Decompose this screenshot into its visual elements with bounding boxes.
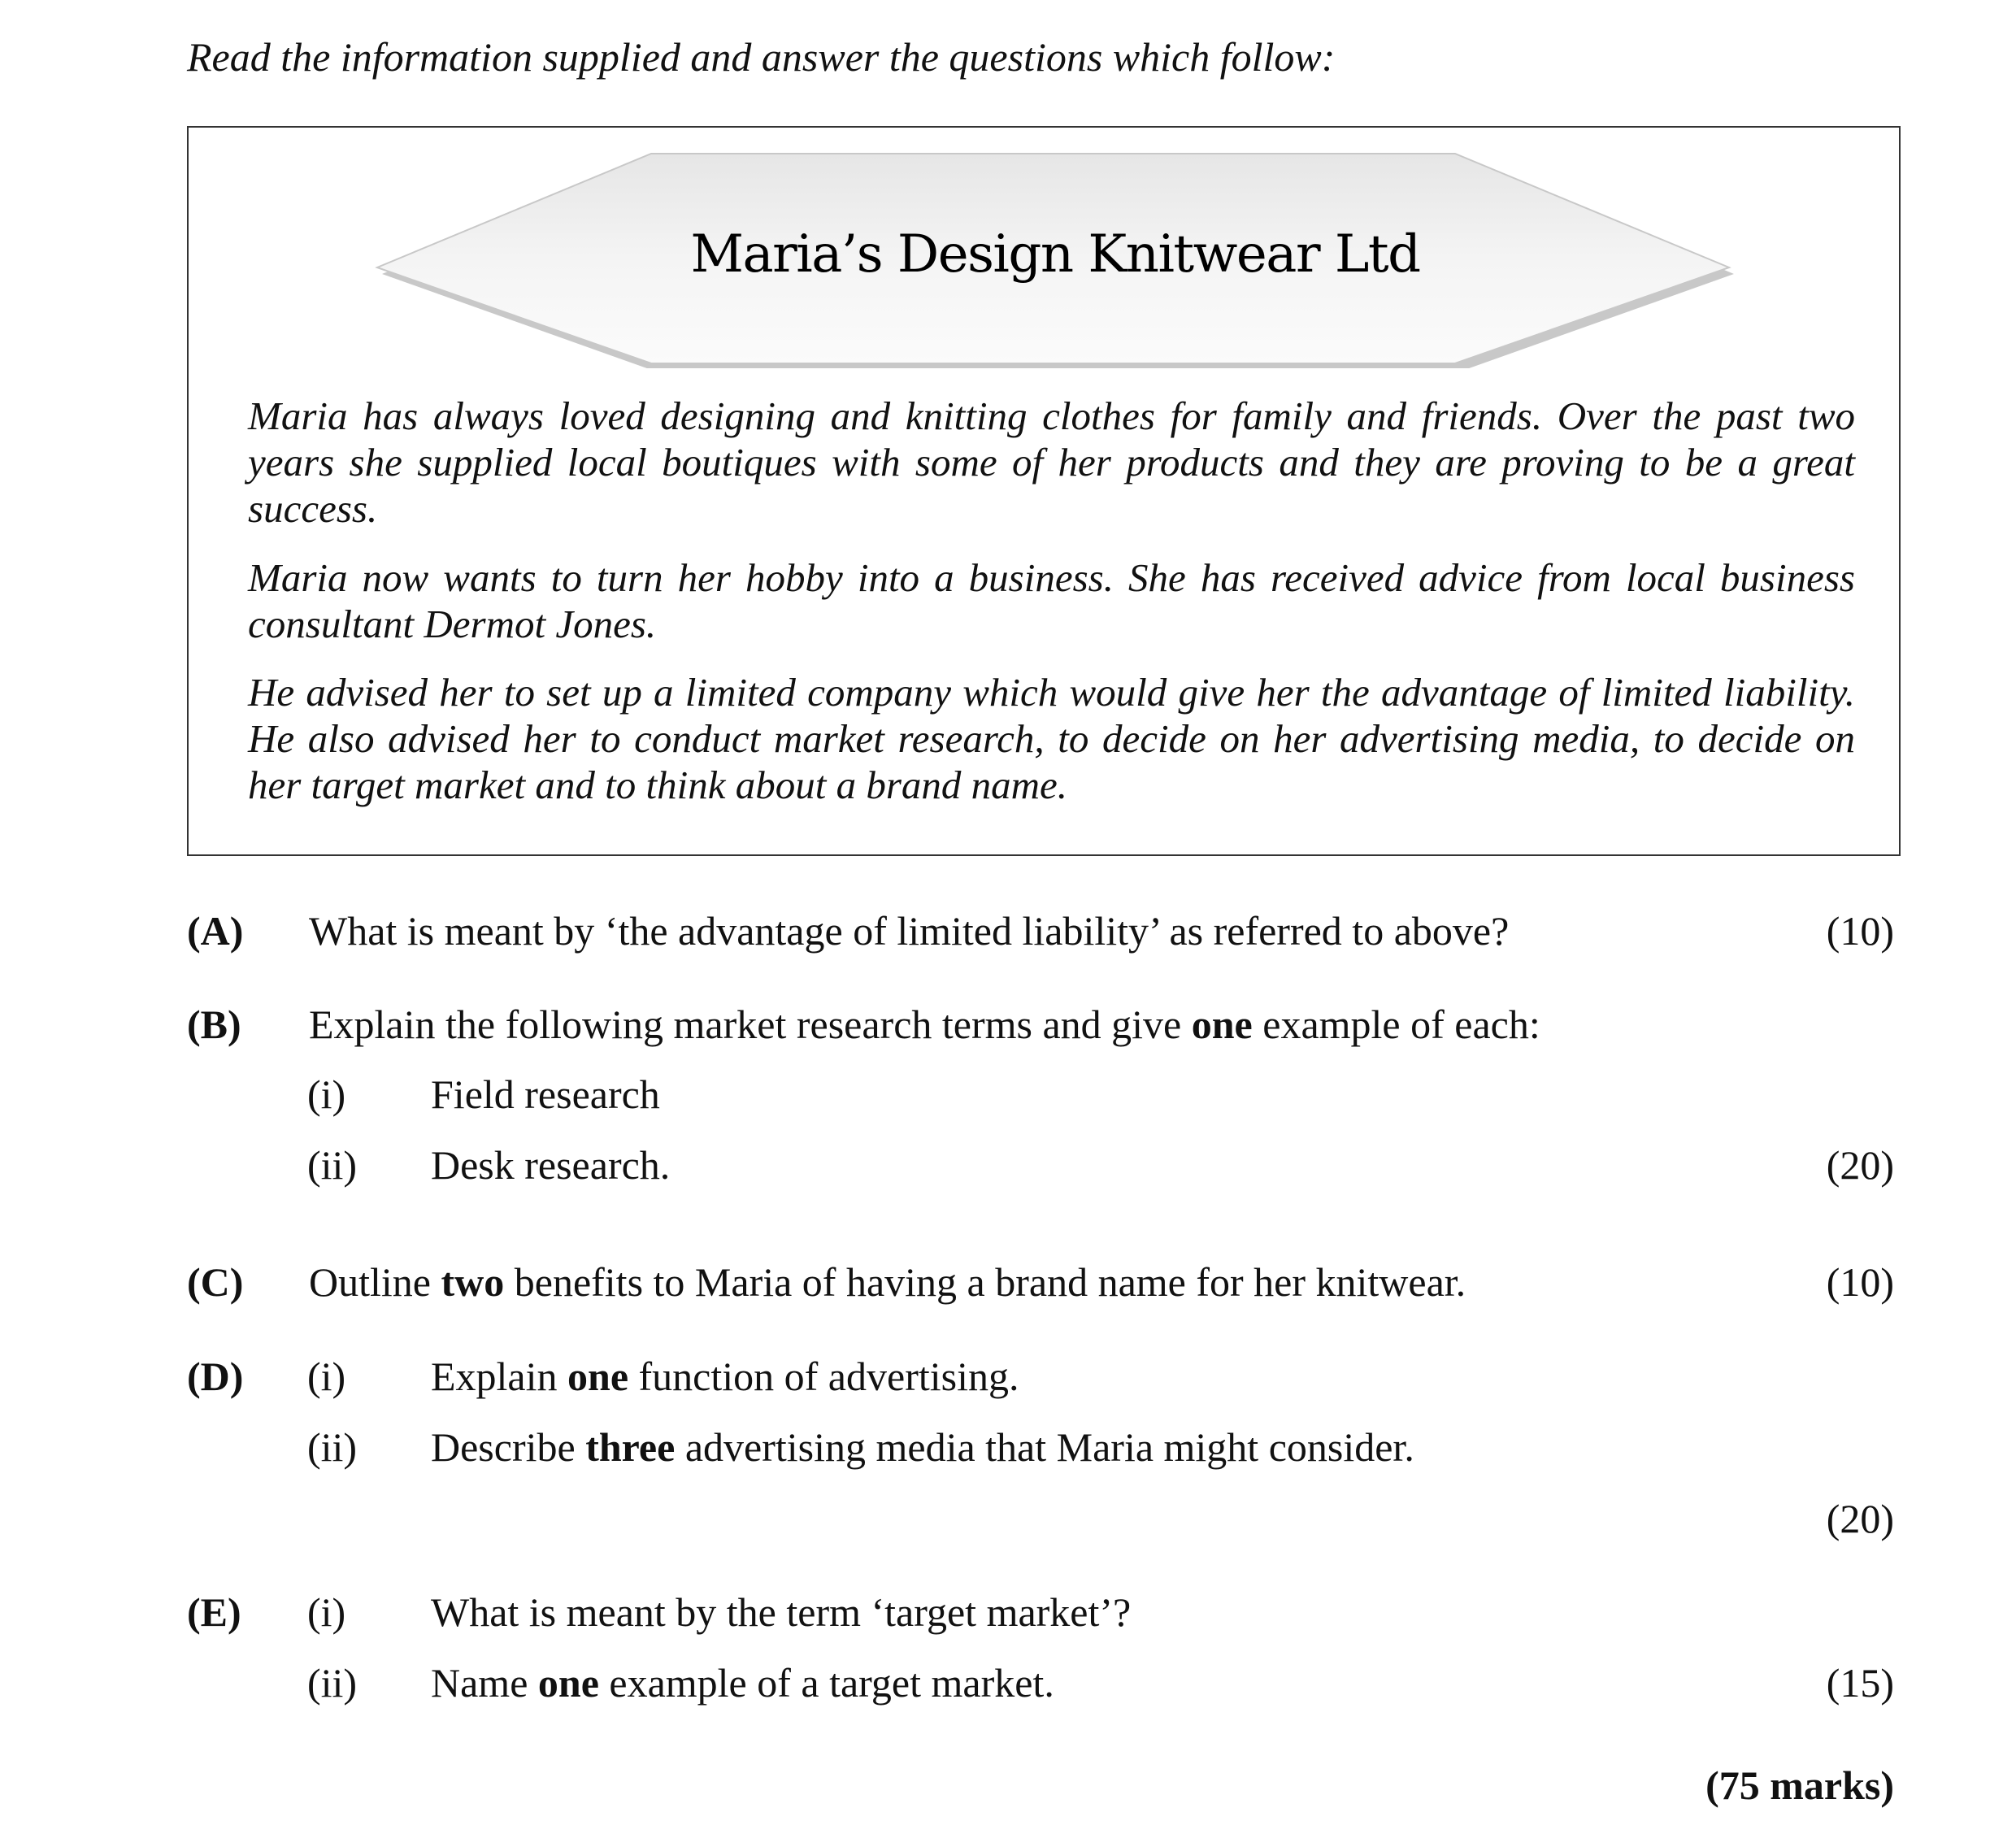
case-study-box — [187, 126, 1901, 856]
case-paragraph-3: He advised her to set up a limited company which would give her the advantage of limited liability. He also advised her to conduct market research, to decide on her advertising media, to decide on her target market and to think about a brand name. — [248, 670, 1855, 807]
question-b-text: Explain the following market research terms and give one example of each: — [309, 1002, 1540, 1047]
title-banner — [372, 149, 1738, 368]
question-e-sub2-number: (ii) — [307, 1660, 358, 1706]
question-e-marks: (15) — [1826, 1660, 1894, 1706]
question-b-label: (B) — [187, 1002, 241, 1047]
case-paragraph-2: Maria now wants to turn her hobby into a business. She has received advice from local business consultant Dermot Jones. — [248, 555, 1855, 646]
question-a-text: What is meant by ‘the advantage of limited liability’ as referred to above? — [309, 908, 1510, 954]
question-b-sub1-text: Field research — [431, 1071, 660, 1117]
question-d-marks: (20) — [1826, 1496, 1894, 1541]
case-paragraph-1: Maria has always loved designing and knitting clothes for family and friends. Over the past two years she supplied local boutiques with some of her products and they are proving to be a great success. — [248, 393, 1855, 531]
question-a-label: (A) — [187, 908, 244, 954]
question-d-sub2-text: Describe three advertising media that Maria might consider. — [431, 1424, 1414, 1470]
question-d-sub2-number: (ii) — [307, 1424, 358, 1470]
question-d-label: (D) — [187, 1354, 244, 1399]
instruction-text: Read the information supplied and answer the questions which follow: — [187, 34, 1336, 80]
question-e-label: (E) — [187, 1589, 241, 1635]
question-c-text: Outline two benefits to Maria of having a brand name for her knitwear. — [309, 1259, 1466, 1305]
question-b-sub2-number: (ii) — [307, 1142, 358, 1188]
question-b-sub2-text: Desk research. — [431, 1142, 671, 1188]
total-marks: (75 marks) — [1705, 1762, 1894, 1808]
question-d-sub1-number: (i) — [307, 1354, 346, 1399]
question-e-sub1-text: What is meant by the term ‘target market’? — [431, 1589, 1132, 1635]
company-title: Maria’s Design Knitwear Ltd — [690, 224, 1420, 285]
question-d-sub1-text: Explain one function of advertising. — [431, 1354, 1019, 1399]
question-b-sub1-number: (i) — [307, 1071, 346, 1117]
question-e-sub1-number: (i) — [307, 1589, 346, 1635]
question-b-marks: (20) — [1826, 1142, 1894, 1188]
question-e-sub2-text: Name one example of a target market. — [431, 1660, 1054, 1706]
question-a-marks: (10) — [1826, 908, 1894, 954]
question-c-marks: (10) — [1826, 1259, 1894, 1305]
question-c-label: (C) — [187, 1259, 244, 1305]
